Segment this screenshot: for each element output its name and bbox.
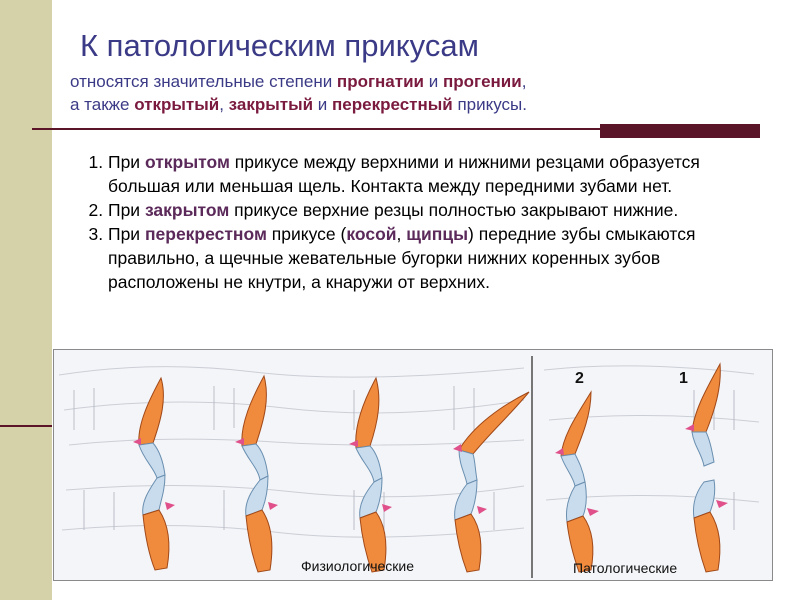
label-pathological: Патологические (573, 560, 678, 576)
emphasis-text: щипцы (406, 224, 469, 244)
teeth-illustration (54, 350, 772, 580)
plain-text: и (424, 72, 443, 91)
plain-text: При (108, 224, 145, 244)
plain-text: прикусе между верхними и нижними резцами образуется большая или меньшая щель. Контакта между передними зубами нет. (108, 152, 700, 196)
plain-text: ) передние зубы смыкаются правильно, а щечные жевательные бугорки нижних коренных зубов расположены не кнутри, а кнаружи от верхних. (108, 224, 696, 292)
plain-text: , (396, 224, 407, 244)
tooth-pair-3 (349, 378, 392, 572)
emphasis-text: перекрестный (332, 95, 453, 114)
emphasis-text: открытом (144, 152, 230, 172)
emphasis-text: закрытый (228, 95, 314, 114)
plain-text: а также (70, 95, 135, 114)
plain-text: , (219, 95, 229, 114)
list-item-open-bite (108, 150, 728, 198)
plain-text: При (108, 200, 145, 220)
figure-number-1: 1 (679, 370, 688, 387)
emphasis-text: прогении (442, 72, 522, 91)
tooth-pair-pathological-1 (685, 364, 728, 572)
plain-text: относятся значительные степени (70, 72, 337, 91)
header-accent-bar (600, 124, 760, 138)
emphasis-text: перекрестном (144, 224, 267, 244)
tooth-pair-4 (453, 392, 529, 572)
slide-subtitle (70, 70, 527, 116)
sidebar-band (0, 0, 52, 600)
plain-text: При (108, 152, 145, 172)
emphasis-text: прогнатии (336, 72, 424, 91)
tooth-pair-1 (133, 378, 175, 570)
slide-title: К патологическим прикусам (80, 28, 479, 63)
list-item-cross-bite (108, 222, 728, 294)
figure-number-2: 2 (575, 370, 584, 387)
tooth-pair-2 (235, 376, 278, 572)
bite-types-list (108, 150, 728, 294)
plain-text: прикусе ( (266, 224, 347, 244)
emphasis-text: открытый (134, 95, 220, 114)
emphasis-text: косой (346, 224, 397, 244)
label-physiological: Физиологические (301, 558, 415, 574)
subtitle-line-1 (70, 70, 527, 93)
list-item-closed-bite (108, 198, 728, 222)
plain-text: и (313, 95, 333, 114)
teeth-figure (53, 349, 773, 581)
plain-text: прикусы. (452, 95, 527, 114)
emphasis-text: закрытом (144, 200, 230, 220)
sidebar-divider (0, 425, 52, 427)
plain-text: прикусе верхние резцы полностью закрывают нижние. (229, 200, 679, 220)
subtitle-line-2 (70, 93, 527, 116)
plain-text: , (521, 72, 527, 91)
